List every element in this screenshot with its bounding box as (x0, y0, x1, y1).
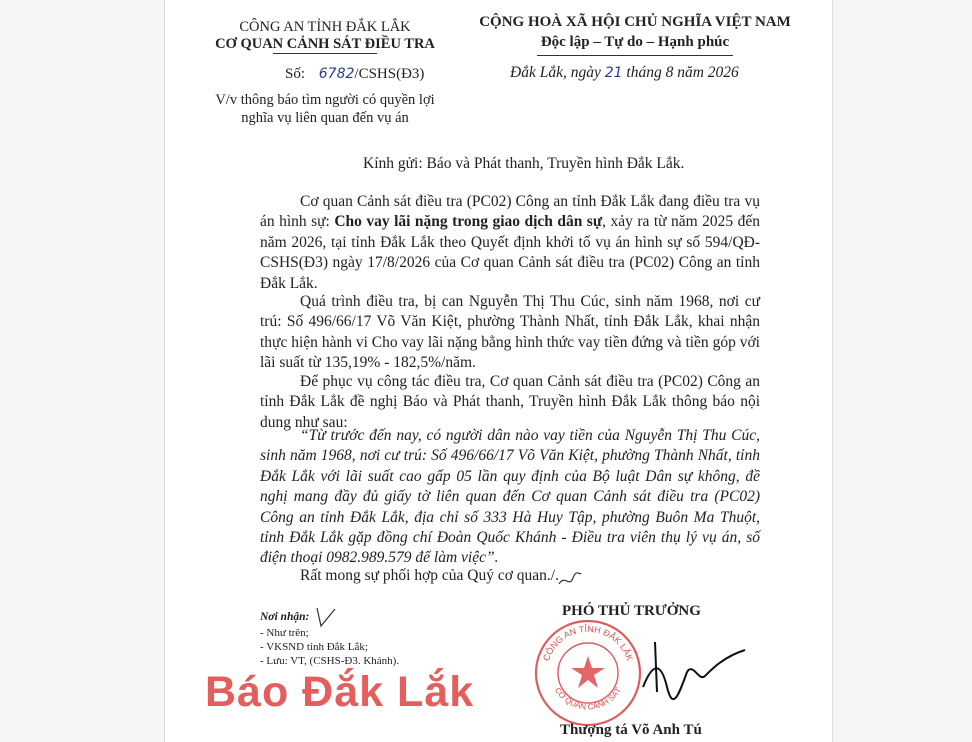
nation-title: CỘNG HOÀ XÃ HỘI CHỦ NGHĨA VIỆT NAM (479, 14, 791, 30)
signer-position: PHÓ THỦ TRƯỞNG (562, 603, 701, 619)
number-handwritten: 6782 (318, 66, 355, 82)
document-date (510, 64, 739, 82)
receivers-title: Nơi nhận: (260, 611, 310, 623)
paragraph-3: Để phục vụ công tác điều tra, Cơ quan Cảnh sát điều tra (PC02) Công an tỉnh Đắk Lắk đề nghị Báo và Phát thanh, Truyền hình Đắk Lắk thông báo nội dung như sau: (260, 373, 760, 431)
recipient-line: Kính gửi: Báo và Phát thanh, Truyền hình Đắk Lắk. (363, 155, 685, 172)
number-prefix: Số: (285, 66, 306, 82)
seal-text-bottom: CƠ QUAN CẢNH SÁT (552, 685, 623, 712)
watermark-logo: Báo Đắk Lắk (205, 668, 475, 716)
paragraph-1 (260, 192, 760, 294)
paragraph-1-rest: , xảy ra từ năm 2025 đến năm 2026, tại tỉnh Đắk Lắk theo Quyết định khởi tố vụ án hình sự số 594/QĐ-CSHS(Đ3) ngày 17/8/2026 của Cơ quan Cảnh sát điều tra (PC02) Công an tỉnh Đắk Lắk. (260, 213, 760, 292)
case-name: Cho vay lãi nặng trong giao dịch dân sự (334, 213, 603, 231)
receiver-item-2: - VKSND tỉnh Đắk Lắk; (260, 641, 368, 653)
date-prefix: Đắk Lắk, ngày (510, 64, 601, 81)
receiver-item-1: - Như trên; (260, 627, 309, 639)
document-number (285, 66, 424, 83)
number-suffix: /CSHS(Đ3) (354, 66, 425, 82)
background-left (0, 0, 165, 742)
initials-mark (557, 570, 583, 590)
paragraph-1-intro: Cơ quan Cảnh sát điều tra (PC02) Công an tỉnh Đắk Lắk đang điều tra vụ án hình sự: (260, 193, 760, 231)
background-right (832, 0, 972, 742)
document-page (165, 0, 832, 742)
receiver-item-3: - Lưu: VT, (CSHS-Đ3. Khánh). (260, 655, 400, 667)
motto-underline (537, 55, 733, 56)
paragraph-2: Quá trình điều tra, bị can Nguyễn Thị Thu Cúc, sinh năm 1968, nơi cư trú: Số 496/66/17 Võ Văn Kiệt, phường Thành Nhất, tỉnh Đắk Lắk, khai nhận thực hiện hành vi Cho vay lãi nặng bằng hình thức vay tiền đứng và tiền góp với lãi suất từ 135,19% - 182,5%/năm. (260, 293, 760, 372)
subject-line-1: V/v thông báo tìm người có quyền lợi (215, 92, 435, 108)
agency-underline (273, 53, 377, 54)
nation-motto: Độc lập – Tự do – Hạnh phúc (540, 34, 730, 50)
notice-quote: “Từ trước đến nay, có người dân nào vay tiền của Nguyễn Thị Thu Cúc, sinh năm 1968, nơi cư trú: Số 496/66/17 Võ Văn Kiệt, phường Thành Nhất, tỉnh Đắk Lắk với lãi suất cao gấp 05 lần quy định của Bộ luật Dân sự không, đề nghị mang đầy đủ giấy tờ liên quan đến Cơ quan Cảnh sát điều tra (PC02) Công an tỉnh Đắk Lắk, địa chỉ số 333 Hà Huy Tập, phường Buôn Ma Thuột, tỉnh Đắk Lắk gặp đồng chí Đoàn Quốc Khánh - Điều tra viên thụ lý vụ án, số điện thoại 0982.989.579 để làm việc”. (260, 427, 760, 567)
signer-name: Thượng tá Võ Anh Tú (560, 722, 702, 738)
receivers-mark (313, 606, 339, 628)
subject-line-2: nghĩa vụ liên quan đến vụ án (241, 110, 409, 126)
date-suffix: tháng 8 năm 2026 (626, 64, 739, 81)
agency-name: CƠ QUAN CẢNH SÁT ĐIỀU TRA (215, 36, 435, 52)
seal-text-top: CÔNG AN TỈNH ĐẮK LẮK (541, 623, 635, 663)
closing-line: Rất mong sự phối hợp của Quý cơ quan./. (300, 567, 559, 584)
official-seal (533, 618, 643, 728)
handwritten-signature (633, 632, 753, 712)
date-day-handwritten: 21 (604, 65, 623, 81)
agency-parent: CÔNG AN TỈNH ĐẮK LẮK (239, 19, 411, 35)
